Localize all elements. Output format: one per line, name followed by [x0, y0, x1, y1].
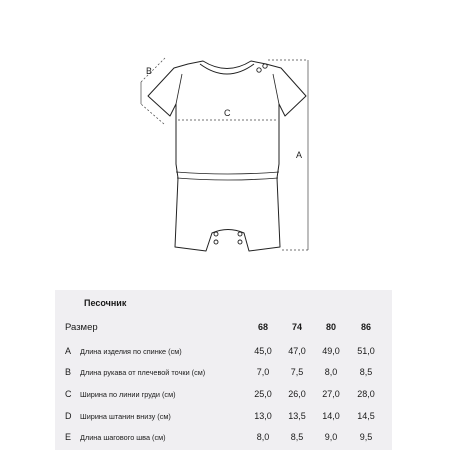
row-description: Ширина штанин внизу (см)	[80, 412, 171, 421]
size-column-header: 68	[257, 322, 268, 332]
table-cell: 7,5	[290, 367, 304, 377]
size-header-label: Размер	[65, 322, 98, 333]
table-cell: 25,0	[254, 389, 272, 399]
dimension-a-label: A	[296, 150, 303, 160]
shoulder-button	[263, 64, 267, 68]
waist-seam	[176, 172, 279, 174]
dimension-b-label: B	[146, 66, 153, 76]
shoulder-button	[257, 68, 261, 72]
table-cell: 8,0	[324, 367, 338, 377]
sleeve-seam-right	[273, 74, 279, 104]
row-letter: D	[65, 411, 72, 421]
table-cell: 13,5	[288, 411, 306, 421]
table-cell: 13,0	[254, 411, 272, 421]
size-column-header: 80	[325, 322, 336, 332]
table-cell: 9,5	[359, 432, 373, 442]
row-letter: C	[65, 389, 72, 399]
waist-seam-2	[177, 178, 278, 180]
crotch-snap	[238, 240, 242, 244]
sleeve-seam-left	[176, 74, 182, 104]
romper-outline	[148, 61, 306, 251]
table-cell: 47,0	[288, 346, 306, 356]
table-cell: 9,0	[324, 432, 338, 442]
crotch-snap	[214, 240, 218, 244]
crotch-snap	[214, 232, 218, 236]
table-cell: 49,0	[322, 346, 340, 356]
table-cell: 28,0	[357, 389, 375, 399]
row-description: Длина рукава от плечевой точки (см)	[80, 368, 206, 377]
table-cell: 26,0	[288, 389, 306, 399]
table-cell: 45,0	[254, 346, 272, 356]
table-cell: 14,0	[322, 411, 340, 421]
size-chart-panel	[55, 290, 392, 450]
table-cell: 27,0	[322, 389, 340, 399]
row-letter: B	[65, 367, 72, 377]
table-cell: 14,5	[357, 411, 375, 421]
row-description: Длина шагового шва (см)	[80, 433, 166, 442]
table-cell: 8,5	[359, 367, 373, 377]
size-column-header: 74	[291, 322, 302, 332]
row-description: Ширина по линии груди (см)	[80, 390, 176, 399]
crotch-snap	[238, 232, 242, 236]
row-letter: E	[65, 432, 72, 442]
dimension-c-label: C	[224, 108, 231, 118]
table-cell: 8,5	[290, 432, 304, 442]
row-description: Длина изделия по спинке (см)	[80, 347, 182, 356]
row-letter: A	[65, 346, 72, 356]
size-chart-title: Песочник	[84, 298, 127, 308]
table-cell: 8,0	[256, 432, 270, 442]
size-column-header: 86	[360, 322, 371, 332]
table-cell: 7,0	[256, 367, 270, 377]
table-cell: 51,0	[357, 346, 375, 356]
